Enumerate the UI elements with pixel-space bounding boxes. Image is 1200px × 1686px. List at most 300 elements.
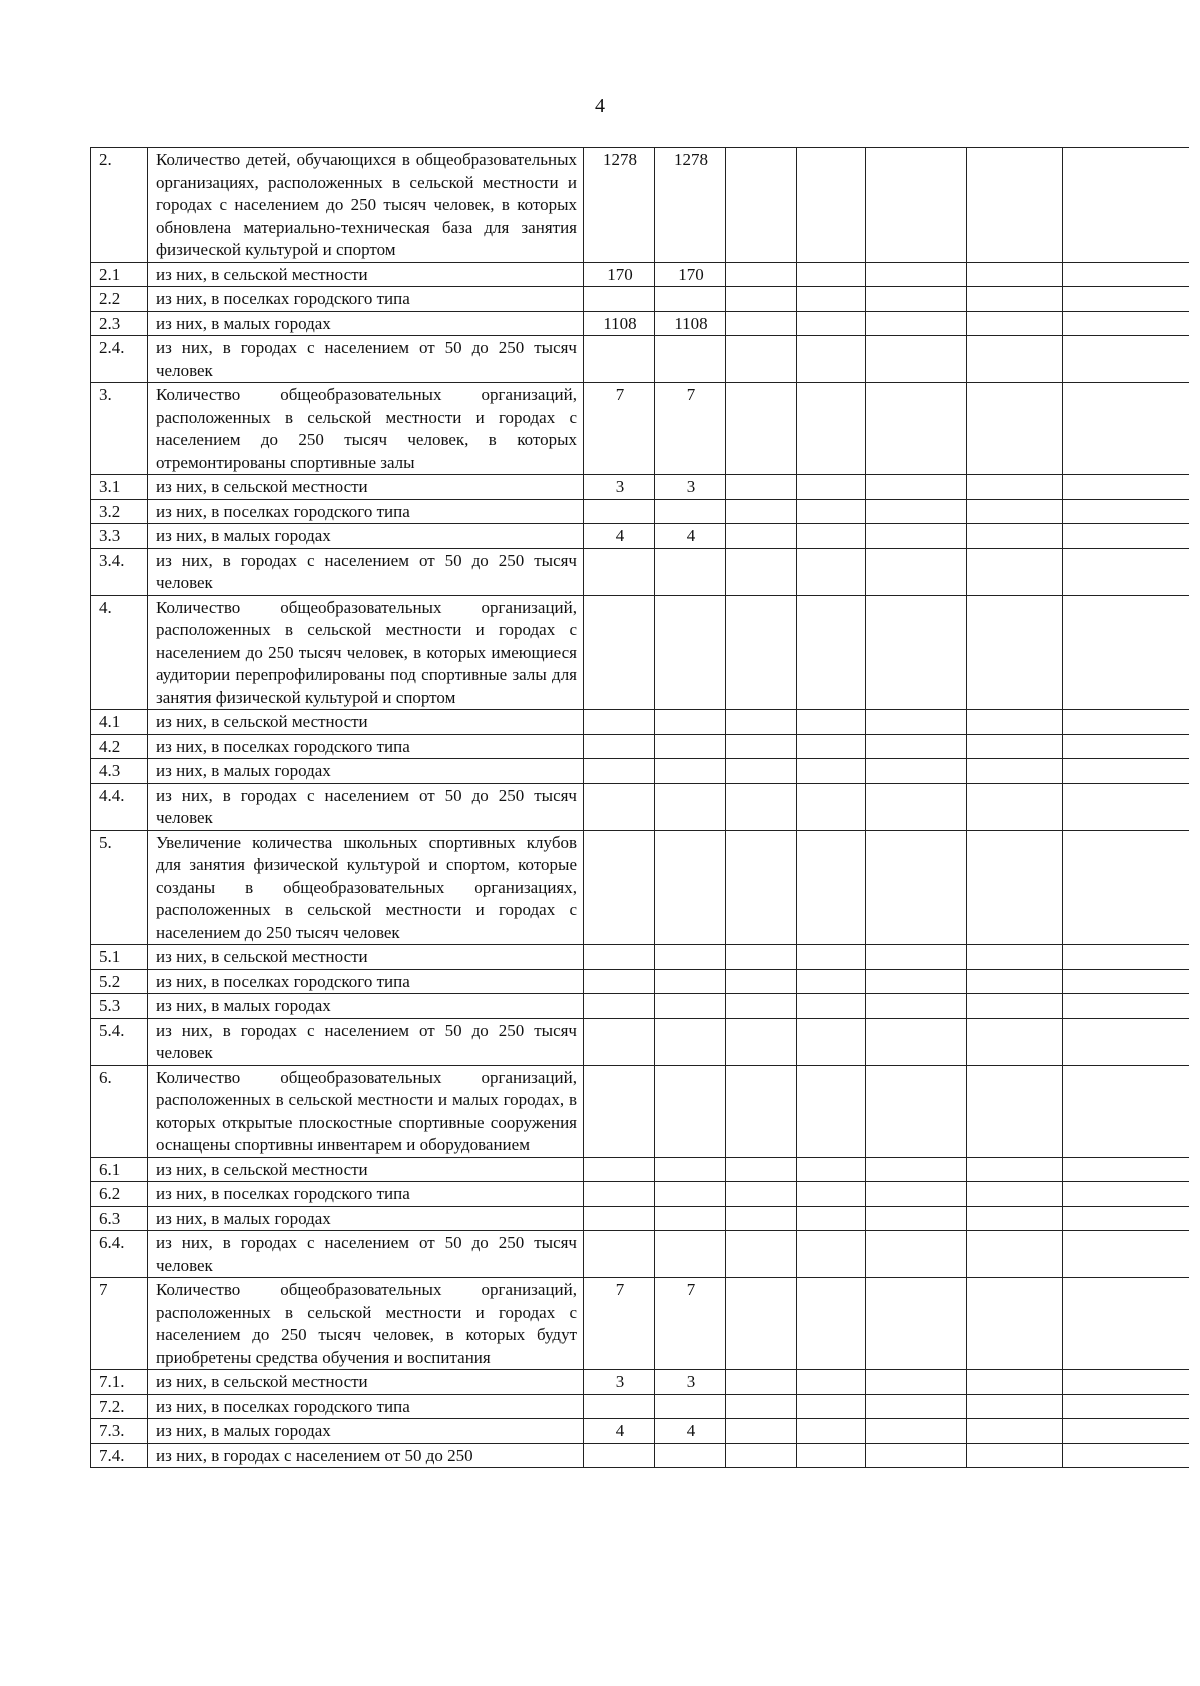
empty-cell: [1063, 475, 1189, 500]
value-cell-1: 3: [584, 475, 655, 500]
empty-cell: [797, 1443, 866, 1468]
empty-cell: [797, 759, 866, 784]
empty-cell: [866, 1206, 967, 1231]
table-row: [91, 336, 1189, 383]
empty-cell: [797, 1065, 866, 1157]
row-number-cell: 5.3: [91, 994, 148, 1019]
table-row: [91, 1157, 1189, 1182]
row-number-cell: 6.3: [91, 1206, 148, 1231]
value-cell-1: [584, 1018, 655, 1065]
empty-cell: [967, 994, 1063, 1019]
empty-cell: [797, 830, 866, 945]
value-cell-2: [655, 969, 726, 994]
empty-cell: [797, 945, 866, 970]
row-description-cell: из них, в городах с населением от 50 до 250: [148, 1443, 584, 1468]
empty-cell: [1063, 1370, 1189, 1395]
row-number-cell: 3.2: [91, 499, 148, 524]
empty-cell: [1063, 1443, 1189, 1468]
value-cell-2: [655, 783, 726, 830]
row-description-cell: из них, в поселках городского типа: [148, 969, 584, 994]
empty-cell: [1063, 1065, 1189, 1157]
empty-cell: [797, 710, 866, 735]
row-number-cell: 3.1: [91, 475, 148, 500]
table-row: [91, 1394, 1189, 1419]
value-cell-1: [584, 499, 655, 524]
row-description-cell: Количество общеобразовательных организаций, расположенных в сельской местности и городах с населением до 250 тысяч человек, в которых будут приобретены средства обучения и воспитания: [148, 1278, 584, 1370]
empty-cell: [967, 1182, 1063, 1207]
row-number-cell: 2.4.: [91, 336, 148, 383]
empty-cell: [797, 1394, 866, 1419]
empty-cell: [797, 499, 866, 524]
value-cell-2: [655, 734, 726, 759]
empty-cell: [866, 1394, 967, 1419]
value-cell-1: [584, 595, 655, 710]
table-row: [91, 1206, 1189, 1231]
empty-cell: [797, 969, 866, 994]
empty-cell: [967, 734, 1063, 759]
empty-cell: [866, 710, 967, 735]
empty-cell: [967, 499, 1063, 524]
empty-cell: [726, 1278, 797, 1370]
empty-cell: [726, 475, 797, 500]
value-cell-1: [584, 969, 655, 994]
empty-cell: [866, 759, 967, 784]
value-cell-2: [655, 1157, 726, 1182]
value-cell-1: 1278: [584, 148, 655, 263]
row-description-cell: из них, в городах с населением от 50 до 250 тысяч человек: [148, 783, 584, 830]
empty-cell: [967, 1157, 1063, 1182]
value-cell-1: [584, 759, 655, 784]
value-cell-1: [584, 1231, 655, 1278]
row-description-cell: из них, в поселках городского типа: [148, 287, 584, 312]
empty-cell: [866, 262, 967, 287]
row-description-cell: из них, в сельской местности: [148, 1370, 584, 1395]
row-number-cell: 5.2: [91, 969, 148, 994]
empty-cell: [726, 383, 797, 475]
empty-cell: [866, 969, 967, 994]
empty-cell: [866, 1157, 967, 1182]
empty-cell: [726, 710, 797, 735]
table-row: [91, 994, 1189, 1019]
row-number-cell: 5.4.: [91, 1018, 148, 1065]
row-description-cell: из них, в сельской местности: [148, 710, 584, 735]
empty-cell: [726, 783, 797, 830]
empty-cell: [866, 994, 967, 1019]
empty-cell: [726, 1157, 797, 1182]
value-cell-1: [584, 1157, 655, 1182]
value-cell-2: [655, 945, 726, 970]
empty-cell: [1063, 1206, 1189, 1231]
table-row: [91, 759, 1189, 784]
value-cell-2: [655, 287, 726, 312]
empty-cell: [967, 524, 1063, 549]
empty-cell: [967, 287, 1063, 312]
empty-cell: [1063, 994, 1189, 1019]
value-cell-1: [584, 783, 655, 830]
empty-cell: [797, 734, 866, 759]
row-description-cell: из них, в городах с населением от 50 до 250 тысяч человек: [148, 548, 584, 595]
empty-cell: [797, 1206, 866, 1231]
empty-cell: [967, 1278, 1063, 1370]
indicators-table: [90, 147, 1189, 1468]
value-cell-1: [584, 287, 655, 312]
empty-cell: [726, 595, 797, 710]
empty-cell: [1063, 759, 1189, 784]
empty-cell: [1063, 1278, 1189, 1370]
empty-cell: [1063, 1419, 1189, 1444]
empty-cell: [797, 1018, 866, 1065]
empty-cell: [1063, 969, 1189, 994]
empty-cell: [726, 1443, 797, 1468]
row-number-cell: 3.: [91, 383, 148, 475]
value-cell-1: [584, 710, 655, 735]
empty-cell: [726, 1182, 797, 1207]
row-number-cell: 4.4.: [91, 783, 148, 830]
empty-cell: [967, 1443, 1063, 1468]
value-cell-2: [655, 1065, 726, 1157]
table-row: [91, 475, 1189, 500]
empty-cell: [967, 336, 1063, 383]
row-description-cell: из них, в сельской местности: [148, 945, 584, 970]
empty-cell: [726, 499, 797, 524]
empty-cell: [967, 1018, 1063, 1065]
value-cell-2: [655, 1182, 726, 1207]
value-cell-1: [584, 548, 655, 595]
row-description-cell: из них, в малых городах: [148, 1419, 584, 1444]
page-number: 4: [595, 95, 605, 117]
row-number-cell: 2.2: [91, 287, 148, 312]
empty-cell: [797, 336, 866, 383]
table-row: [91, 148, 1189, 263]
value-cell-2: 3: [655, 475, 726, 500]
empty-cell: [967, 783, 1063, 830]
row-number-cell: 6.2: [91, 1182, 148, 1207]
empty-cell: [726, 287, 797, 312]
value-cell-1: [584, 1182, 655, 1207]
table-row: [91, 311, 1189, 336]
empty-cell: [726, 311, 797, 336]
empty-cell: [967, 1231, 1063, 1278]
empty-cell: [967, 262, 1063, 287]
empty-cell: [967, 383, 1063, 475]
value-cell-2: 7: [655, 1278, 726, 1370]
empty-cell: [797, 595, 866, 710]
row-description-cell: Количество общеобразовательных организаций, расположенных в сельской местности и городах с населением до 250 тысяч человек, в которых отремонтированы спортивные залы: [148, 383, 584, 475]
row-number-cell: 4.1: [91, 710, 148, 735]
empty-cell: [797, 1231, 866, 1278]
empty-cell: [866, 287, 967, 312]
row-number-cell: 6.4.: [91, 1231, 148, 1278]
value-cell-2: [655, 710, 726, 735]
value-cell-2: [655, 759, 726, 784]
empty-cell: [866, 383, 967, 475]
table-row: [91, 1018, 1189, 1065]
table-row: [91, 499, 1189, 524]
row-number-cell: 6.: [91, 1065, 148, 1157]
table-row: [91, 1278, 1189, 1370]
table-row: [91, 287, 1189, 312]
table-row: [91, 1419, 1189, 1444]
empty-cell: [726, 262, 797, 287]
value-cell-1: [584, 1394, 655, 1419]
value-cell-1: [584, 734, 655, 759]
empty-cell: [797, 383, 866, 475]
value-cell-2: [655, 1231, 726, 1278]
empty-cell: [726, 524, 797, 549]
value-cell-1: [584, 1443, 655, 1468]
row-number-cell: 3.4.: [91, 548, 148, 595]
value-cell-2: [655, 548, 726, 595]
empty-cell: [866, 830, 967, 945]
empty-cell: [797, 783, 866, 830]
value-cell-2: [655, 1206, 726, 1231]
value-cell-1: 7: [584, 1278, 655, 1370]
empty-cell: [726, 148, 797, 263]
value-cell-2: 4: [655, 1419, 726, 1444]
empty-cell: [866, 1018, 967, 1065]
empty-cell: [797, 148, 866, 263]
table-row: [91, 595, 1189, 710]
empty-cell: [1063, 1157, 1189, 1182]
empty-cell: [866, 595, 967, 710]
empty-cell: [967, 710, 1063, 735]
empty-cell: [1063, 734, 1189, 759]
value-cell-2: [655, 1018, 726, 1065]
empty-cell: [866, 499, 967, 524]
empty-cell: [967, 1419, 1063, 1444]
empty-cell: [1063, 148, 1189, 263]
empty-cell: [726, 830, 797, 945]
value-cell-1: 170: [584, 262, 655, 287]
value-cell-2: 7: [655, 383, 726, 475]
row-description-cell: из них, в поселках городского типа: [148, 499, 584, 524]
row-description-cell: из них, в сельской местности: [148, 262, 584, 287]
empty-cell: [1063, 287, 1189, 312]
empty-cell: [1063, 311, 1189, 336]
empty-cell: [726, 1206, 797, 1231]
empty-cell: [726, 1394, 797, 1419]
value-cell-1: [584, 1206, 655, 1231]
row-number-cell: 2.: [91, 148, 148, 263]
row-number-cell: 4.: [91, 595, 148, 710]
empty-cell: [866, 475, 967, 500]
row-number-cell: 7.3.: [91, 1419, 148, 1444]
empty-cell: [797, 262, 866, 287]
empty-cell: [797, 1182, 866, 1207]
table-row: [91, 783, 1189, 830]
row-description-cell: из них, в малых городах: [148, 994, 584, 1019]
table-row: [91, 548, 1189, 595]
empty-cell: [797, 524, 866, 549]
value-cell-1: 3: [584, 1370, 655, 1395]
row-description-cell: из них, в сельской местности: [148, 1157, 584, 1182]
empty-cell: [726, 1370, 797, 1395]
value-cell-1: [584, 830, 655, 945]
table-row: [91, 969, 1189, 994]
row-description-cell: из них, в малых городах: [148, 311, 584, 336]
empty-cell: [967, 759, 1063, 784]
empty-cell: [726, 734, 797, 759]
empty-cell: [726, 1018, 797, 1065]
empty-cell: [1063, 1182, 1189, 1207]
table-row: [91, 1370, 1189, 1395]
table-row: [91, 734, 1189, 759]
row-number-cell: 5.1: [91, 945, 148, 970]
empty-cell: [967, 1394, 1063, 1419]
empty-cell: [866, 1278, 967, 1370]
row-number-cell: 2.1: [91, 262, 148, 287]
row-description-cell: Увеличение количества школьных спортивных клубов для занятия физической культурой и спортом, которые созданы в общеобразовательных организациях, расположенных в сельской местности и городах с населением до 250 тысяч человек: [148, 830, 584, 945]
empty-cell: [866, 1182, 967, 1207]
empty-cell: [967, 969, 1063, 994]
empty-cell: [866, 1419, 967, 1444]
empty-cell: [797, 311, 866, 336]
empty-cell: [866, 1065, 967, 1157]
row-number-cell: 2.3: [91, 311, 148, 336]
empty-cell: [726, 969, 797, 994]
row-description-cell: из них, в малых городах: [148, 759, 584, 784]
empty-cell: [1063, 1018, 1189, 1065]
row-number-cell: 7: [91, 1278, 148, 1370]
empty-cell: [797, 548, 866, 595]
value-cell-2: 3: [655, 1370, 726, 1395]
value-cell-1: [584, 994, 655, 1019]
empty-cell: [797, 475, 866, 500]
empty-cell: [726, 759, 797, 784]
empty-cell: [1063, 710, 1189, 735]
row-number-cell: 7.1.: [91, 1370, 148, 1395]
empty-cell: [1063, 262, 1189, 287]
empty-cell: [797, 994, 866, 1019]
empty-cell: [967, 595, 1063, 710]
value-cell-1: [584, 1065, 655, 1157]
table-row: [91, 1443, 1189, 1468]
empty-cell: [866, 336, 967, 383]
value-cell-1: [584, 336, 655, 383]
row-description-cell: из них, в сельской местности: [148, 475, 584, 500]
table-row: [91, 524, 1189, 549]
value-cell-2: 4: [655, 524, 726, 549]
value-cell-2: [655, 1394, 726, 1419]
value-cell-1: 4: [584, 1419, 655, 1444]
row-description-cell: Количество общеобразовательных организаций, расположенных в сельской местности и малых городах, в которых открытые плоскостные спортивные сооружения оснащены спортивны инвентарем и оборудованием: [148, 1065, 584, 1157]
empty-cell: [726, 548, 797, 595]
empty-cell: [967, 945, 1063, 970]
table-row: [91, 830, 1189, 945]
value-cell-2: [655, 499, 726, 524]
value-cell-2: [655, 595, 726, 710]
empty-cell: [967, 1065, 1063, 1157]
row-description-cell: Количество детей, обучающихся в общеобразовательных организациях, расположенных в сельской местности и городах с населением до 250 тысяч человек, в которых обновлена материально-техническая база для занятия физической культурой и спортом: [148, 148, 584, 263]
table-row: [91, 1231, 1189, 1278]
row-number-cell: 6.1: [91, 1157, 148, 1182]
empty-cell: [797, 1370, 866, 1395]
empty-cell: [726, 1065, 797, 1157]
empty-cell: [797, 287, 866, 312]
empty-cell: [866, 734, 967, 759]
row-description-cell: из них, в малых городах: [148, 524, 584, 549]
empty-cell: [797, 1419, 866, 1444]
empty-cell: [967, 148, 1063, 263]
row-description-cell: из них, в поселках городского типа: [148, 1182, 584, 1207]
empty-cell: [1063, 945, 1189, 970]
value-cell-1: 4: [584, 524, 655, 549]
value-cell-2: [655, 994, 726, 1019]
value-cell-1: 7: [584, 383, 655, 475]
empty-cell: [967, 1206, 1063, 1231]
empty-cell: [726, 336, 797, 383]
row-description-cell: из них, в городах с населением от 50 до 250 тысяч человек: [148, 1231, 584, 1278]
empty-cell: [1063, 336, 1189, 383]
empty-cell: [1063, 830, 1189, 945]
row-description-cell: Количество общеобразовательных организаций, расположенных в сельской местности и городах с населением до 250 тысяч человек, в которых имеющиеся аудитории перепрофилированы под спортивные залы для занятия физической культурой и спортом: [148, 595, 584, 710]
table-row: [91, 1182, 1189, 1207]
empty-cell: [1063, 595, 1189, 710]
table-row: [91, 1065, 1189, 1157]
row-description-cell: из них, в городах с населением от 50 до 250 тысяч человек: [148, 1018, 584, 1065]
table-row: [91, 262, 1189, 287]
empty-cell: [866, 783, 967, 830]
value-cell-2: [655, 1443, 726, 1468]
row-number-cell: 7.4.: [91, 1443, 148, 1468]
value-cell-2: [655, 830, 726, 945]
empty-cell: [866, 1370, 967, 1395]
empty-cell: [967, 475, 1063, 500]
value-cell-1: [584, 945, 655, 970]
row-description-cell: из них, в поселках городского типа: [148, 734, 584, 759]
empty-cell: [967, 830, 1063, 945]
empty-cell: [1063, 383, 1189, 475]
value-cell-1: 1108: [584, 311, 655, 336]
empty-cell: [726, 1231, 797, 1278]
empty-cell: [866, 1231, 967, 1278]
row-description-cell: из них, в малых городах: [148, 1206, 584, 1231]
row-description-cell: из них, в городах с населением от 50 до 250 тысяч человек: [148, 336, 584, 383]
empty-cell: [797, 1157, 866, 1182]
table-row: [91, 710, 1189, 735]
empty-cell: [797, 1278, 866, 1370]
empty-cell: [866, 945, 967, 970]
empty-cell: [866, 1443, 967, 1468]
empty-cell: [1063, 1231, 1189, 1278]
empty-cell: [726, 945, 797, 970]
row-number-cell: 3.3: [91, 524, 148, 549]
table-row: [91, 945, 1189, 970]
row-number-cell: 5.: [91, 830, 148, 945]
value-cell-2: 170: [655, 262, 726, 287]
empty-cell: [726, 1419, 797, 1444]
empty-cell: [866, 311, 967, 336]
empty-cell: [866, 548, 967, 595]
row-description-cell: из них, в поселках городского типа: [148, 1394, 584, 1419]
empty-cell: [1063, 783, 1189, 830]
empty-cell: [967, 548, 1063, 595]
table-row: [91, 383, 1189, 475]
empty-cell: [967, 1370, 1063, 1395]
empty-cell: [1063, 499, 1189, 524]
empty-cell: [1063, 548, 1189, 595]
empty-cell: [1063, 1394, 1189, 1419]
value-cell-2: 1278: [655, 148, 726, 263]
value-cell-2: [655, 336, 726, 383]
row-number-cell: 4.3: [91, 759, 148, 784]
empty-cell: [726, 994, 797, 1019]
row-number-cell: 4.2: [91, 734, 148, 759]
empty-cell: [866, 148, 967, 263]
empty-cell: [967, 311, 1063, 336]
row-number-cell: 7.2.: [91, 1394, 148, 1419]
empty-cell: [866, 524, 967, 549]
